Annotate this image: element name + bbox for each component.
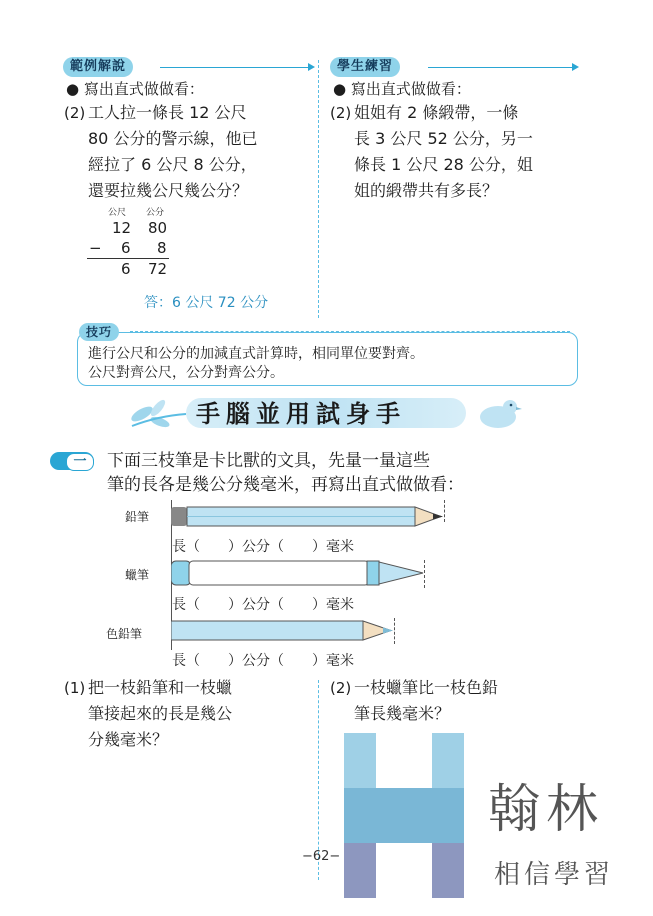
calc-unit-m: 公尺 bbox=[108, 208, 127, 218]
calc-unit-cm: 公分 bbox=[146, 208, 165, 218]
calc-line bbox=[87, 258, 169, 259]
practice-tag: 學生練習 bbox=[330, 57, 400, 77]
calc-r2-cm: 8 bbox=[157, 239, 167, 257]
tip-line-1: 進行公尺和公分的加減直式計算時，相同單位要對齊。 bbox=[88, 346, 424, 362]
q1-badge: 一 bbox=[66, 453, 94, 471]
practice-line-3: 條長 1 公尺 28 公分，姐 bbox=[354, 155, 533, 174]
sub2-num: (2) bbox=[330, 679, 352, 697]
pencil-measure: 長（ ）公分（ ）毫米 bbox=[172, 539, 354, 555]
example-line-2: 80 公分的警示線，他已 bbox=[88, 129, 258, 148]
sub1-num: (1) bbox=[64, 679, 86, 697]
calc-r3-cm: 72 bbox=[148, 260, 168, 278]
example-line-3: 經拉了 6 公尺 8 公分， bbox=[88, 155, 257, 174]
arrow-icon bbox=[308, 63, 315, 71]
example-line-4: 還要拉幾公尺幾公分？ bbox=[88, 181, 249, 200]
calc-r1-cm: 80 bbox=[148, 219, 168, 237]
q1-line-1: 下面三枝筆是卡比獸的文具，先量一量這些 bbox=[107, 451, 430, 471]
publisher-logo bbox=[344, 733, 464, 898]
tip-rule bbox=[130, 331, 570, 332]
calc-r2-m: 6 bbox=[121, 239, 131, 257]
column-divider bbox=[318, 60, 319, 318]
colorpencil-measure: 長（ ）公分（ ）毫米 bbox=[172, 653, 354, 669]
example-rule bbox=[160, 67, 312, 68]
pencil-label: 鉛筆 bbox=[125, 510, 150, 524]
sub1-line-2: 筆接起來的長是幾公 bbox=[88, 704, 233, 723]
colorpencil-label: 色鉛筆 bbox=[106, 627, 143, 641]
example-prompt: ● 寫出直式做做看： bbox=[66, 80, 204, 98]
calc-minus: − bbox=[89, 239, 102, 257]
practice-line-4: 姐的緞帶共有多長？ bbox=[354, 181, 499, 200]
example-answer: 答：6 公尺 72 公分 bbox=[144, 295, 269, 311]
practice-line-2: 長 3 公尺 52 公分，另一 bbox=[354, 129, 533, 148]
sub2-line-2: 筆長幾毫米？ bbox=[354, 704, 451, 723]
leaf-decoration-icon bbox=[128, 396, 188, 432]
practice-prompt: ● 寫出直式做做看： bbox=[333, 80, 471, 98]
tip-line-2: 公尺對齊公尺，公分對齊公分。 bbox=[88, 365, 284, 381]
tip-label: 技巧 bbox=[79, 323, 119, 341]
example-line-1: 工人拉一條長 12 公尺 bbox=[88, 103, 247, 122]
example-tag: 範例解說 bbox=[63, 57, 133, 77]
practice-rule bbox=[428, 67, 574, 68]
practice-line-1: 姐姐有 2 條緞帶，一條 bbox=[354, 103, 519, 122]
color-pencil-icon bbox=[171, 619, 399, 643]
pencil-icon bbox=[171, 505, 447, 529]
watermark-brand: 翰林 bbox=[488, 780, 605, 840]
crayon-label: 蠟筆 bbox=[125, 568, 150, 582]
calc-r1-m: 12 bbox=[112, 219, 132, 237]
sub1-line-3: 分幾毫米？ bbox=[88, 730, 169, 749]
arrow-icon bbox=[572, 63, 579, 71]
watermark-slogan: 相信學習 bbox=[494, 860, 615, 890]
practice-qnum: (2) bbox=[330, 104, 352, 122]
crayon-icon bbox=[171, 558, 427, 588]
sub1-line-1: 把一枝鉛筆和一枝蠟 bbox=[88, 678, 233, 697]
bird-icon bbox=[470, 395, 522, 431]
example-qnum: (2) bbox=[64, 104, 86, 122]
page-number: −62− bbox=[302, 849, 341, 864]
sub2-line-1: 一枝蠟筆比一枝色鉛 bbox=[354, 678, 499, 697]
calc-r3-m: 6 bbox=[121, 260, 131, 278]
q1-line-2: 筆的長各是幾公分幾毫米，再寫出直式做做看： bbox=[107, 475, 464, 495]
crayon-measure: 長（ ）公分（ ）毫米 bbox=[172, 597, 354, 613]
section-title: 手腦並用試身手 bbox=[196, 400, 406, 428]
